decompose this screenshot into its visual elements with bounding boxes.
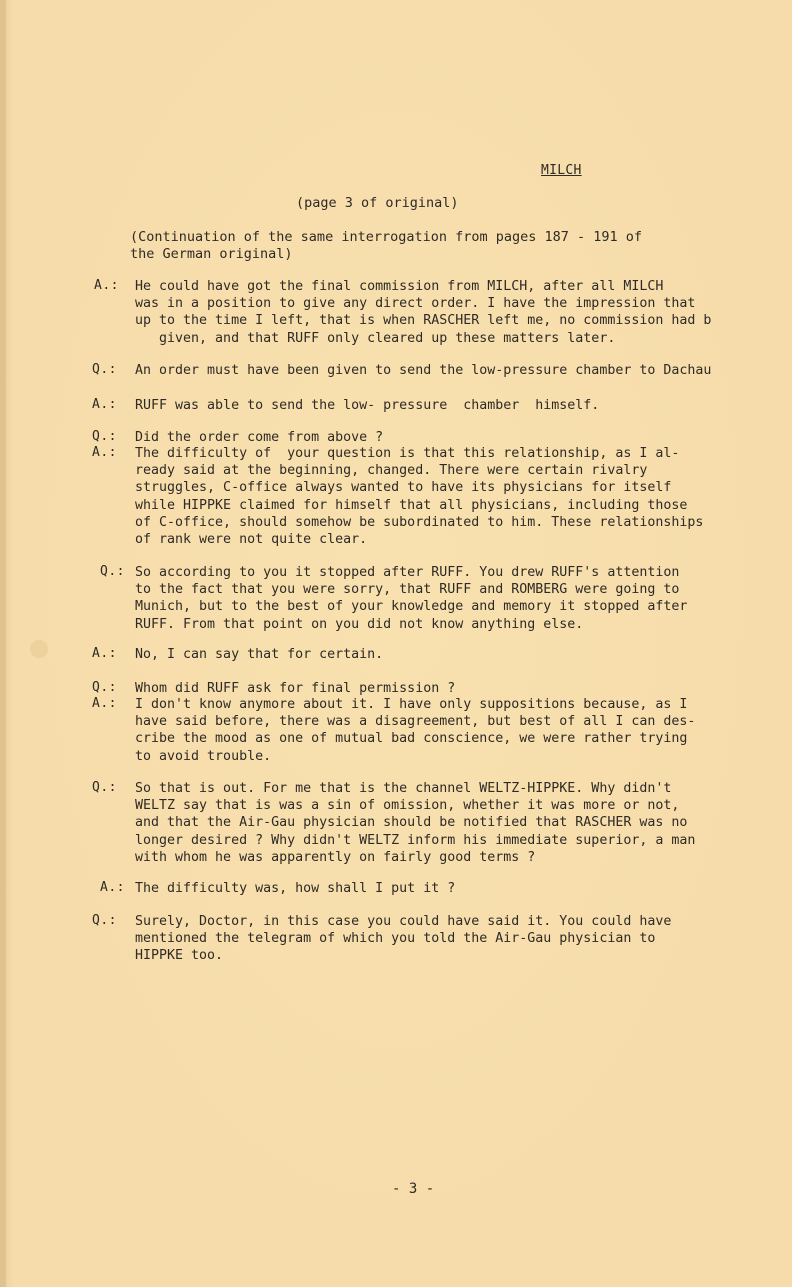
speaker-label: Q.: (92, 429, 117, 444)
entry-text: The difficulty was, how shall I put it ? (135, 881, 456, 896)
entry-text: RUFF was able to send the low- pressure chamber himself. (135, 398, 600, 413)
speaker-label: A.: (100, 880, 125, 895)
entry-text: I don't know anymore about it. I have only suppositions because, as I have said before, there was a disagreement, but best of all I can des- cribe the mood as one of mutual bad conscience, we were rather trying to avoid trouble. (135, 697, 696, 764)
speaker-label: Q.: (92, 362, 117, 377)
document-header-name: MILCH (541, 163, 582, 178)
entry-text: So according to you it stopped after RUFF. You drew RUFF's attention to the fact that you were sorry, that RUFF and ROMBERG were going to Munich, but to the best of your knowledge and memory it stopped after RUFF. From that point on you did not know anything else. (135, 565, 688, 632)
speaker-label: Q.: (100, 564, 125, 579)
entry-text: He could have got the final commission from MILCH, after all MILCH was in a position to give any direct order. I have the impression that up to the time I left, that is when RASCHER left me, no commission had b given, and that RUFF only cleared up these matters later. (135, 279, 712, 346)
continuation-note: (Continuation of the same interrogation from pages 187 - 191 of the German original) (130, 229, 643, 262)
speaker-label: A.: (92, 397, 117, 412)
speaker-label: Q.: (92, 680, 117, 695)
speaker-label: A.: (94, 278, 119, 293)
entry-text: No, I can say that for certain. (135, 647, 384, 662)
speaker-label: A.: (92, 646, 117, 661)
speaker-label: Q.: (92, 913, 117, 928)
speaker-label: A.: (92, 445, 117, 460)
page-reference-note: (page 3 of original) (296, 195, 459, 211)
paper-edge (0, 0, 6, 1287)
entry-text: The difficulty of your question is that this relationship, as I al- ready said at the beginning, changed. There were certain rivalry struggles, C-office always wanted to have its physicians for itself while HIPPKE claimed for himself that all physicians, including those of C-office, should somehow be subordinated to him. These relationships of rank were not quite clear. (135, 446, 704, 548)
paper-stain (30, 640, 48, 658)
entry-text: Whom did RUFF ask for final permission ? (135, 681, 456, 696)
entry-text: Surely, Doctor, in this case you could have said it. You could have mentioned the telegram of which you told the Air-Gau physician to HIPPKE too. (135, 914, 672, 964)
entry-text: An order must have been given to send the low-pressure chamber to Dachau (135, 363, 712, 378)
speaker-label: A.: (92, 696, 117, 711)
page-number: - 3 - (392, 1181, 435, 1197)
entry-text: So that is out. For me that is the channel WELTZ-HIPPKE. Why didn't WELTZ say that is was a sin of omission, whether it was more or not, and that the Air-Gau physician should be notified that RASCHER was no longer desired ? Why didn't WELTZ inform his immediate superior, a man with whom he was apparently on fairly good terms ? (135, 781, 696, 865)
entry-text: Did the order come from above ? (135, 430, 384, 445)
speaker-label: Q.: (92, 780, 117, 795)
